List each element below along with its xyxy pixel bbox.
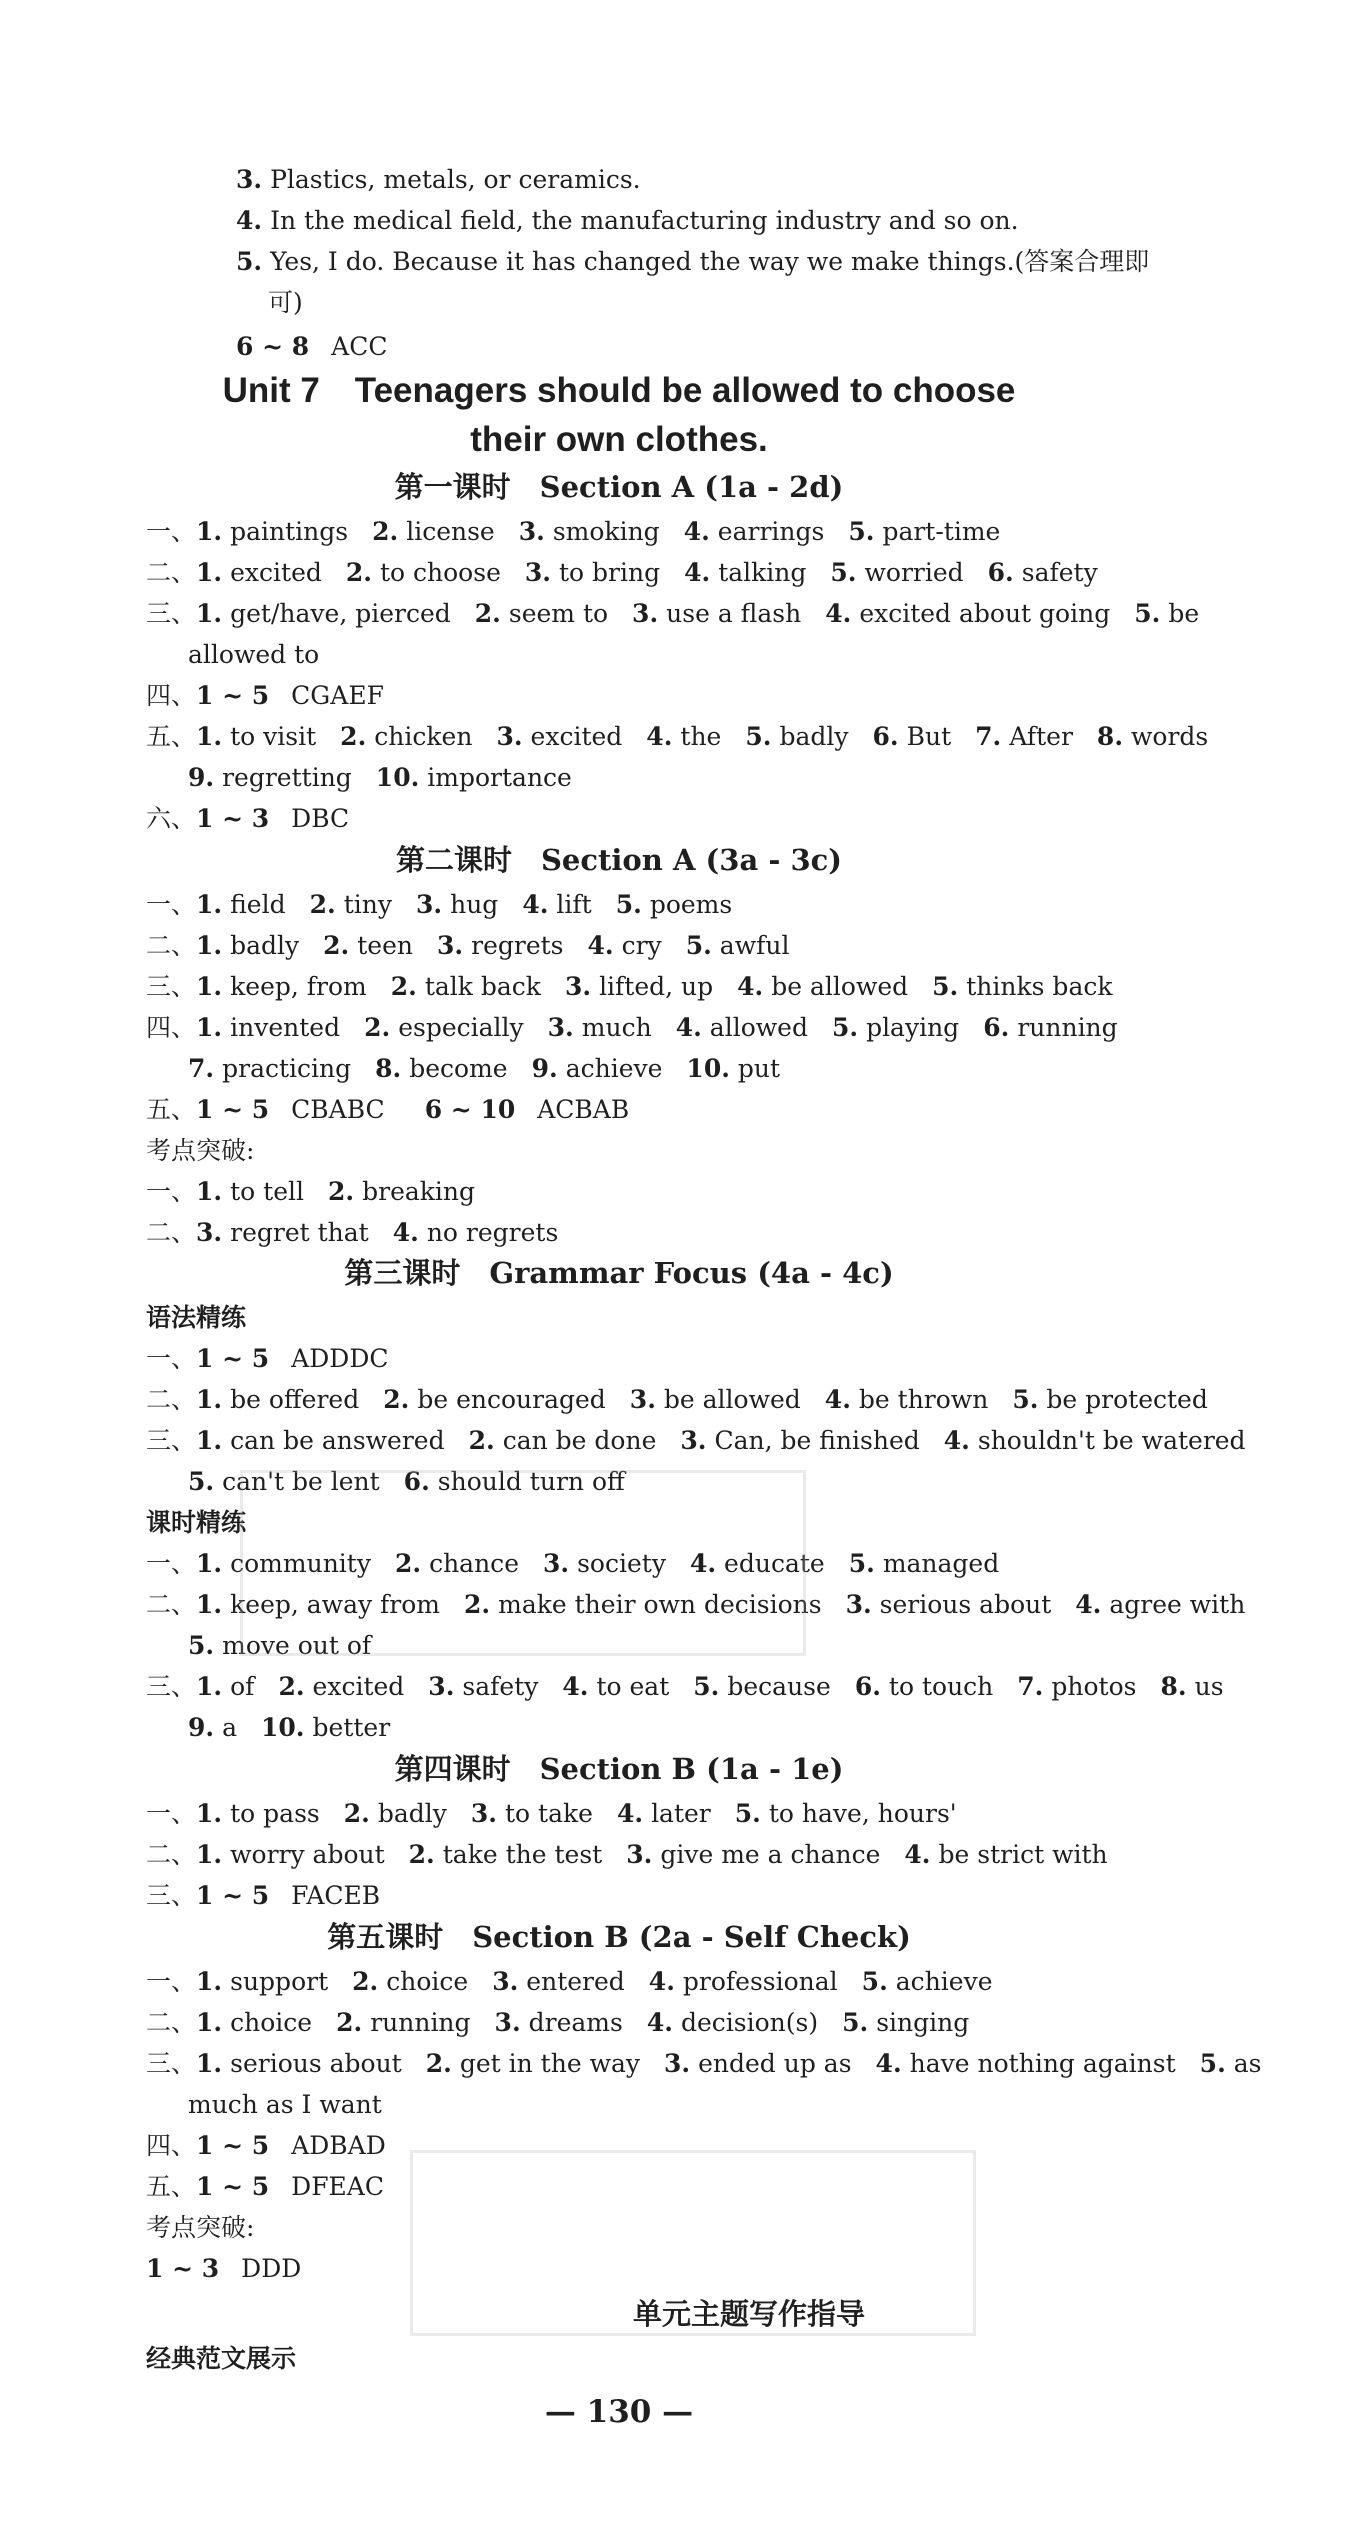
answer-row-continued: 5. move out of: [188, 1631, 372, 1660]
answer-line: 4. In the medical field, the manufacturing industry and so on.: [236, 206, 1019, 235]
answer-row: 一、1. to tell 2. breaking: [146, 1177, 476, 1206]
answer-line: 5. Yes, I do. Because it has changed the way we make things.(答案合理即: [236, 247, 1150, 276]
answer-row: 五、1. to visit 2. chicken 3. excited 4. the 5. badly 6. But 7. After 8. words: [146, 722, 1209, 751]
section-heading: 第二课时 Section A (3a - 3c): [395, 843, 843, 877]
key-points-label: 考点突破:: [146, 1136, 255, 1165]
answer-row: 四、1 ~ 5 ADBAD: [146, 2131, 386, 2160]
answer-row: 一、1 ~ 5 ADDDC: [146, 1344, 389, 1373]
answer-row: 二、1. keep, away from 2. make their own decisions 3. serious about 4. agree with: [146, 1590, 1246, 1619]
answer-row: 六、1 ~ 3 DBC: [146, 804, 350, 833]
section-heading: 第五课时 Section B (2a - Self Check): [327, 1920, 911, 1954]
unit-title: Unit 7 Teenagers should be allowed to choose: [222, 371, 1016, 410]
section-heading: 第一课时 Section A (1a - 2d): [394, 470, 844, 504]
answer-row: 二、1. be offered 2. be encouraged 3. be allowed 4. be thrown 5. be protected: [146, 1385, 1208, 1414]
writing-guide-heading: 单元主题写作指导: [632, 2297, 865, 2331]
answer-row: 二、1. worry about 2. take the test 3. give me a chance 4. be strict with: [146, 1840, 1108, 1869]
key-points-label: 考点突破:: [146, 2213, 255, 2242]
answer-row: 一、1. to pass 2. badly 3. to take 4. later 5. to have, hours': [146, 1799, 957, 1828]
section-heading: 第三课时 Grammar Focus (4a - 4c): [344, 1256, 894, 1290]
answer-row-continued: 7. practicing 8. become 9. achieve 10. put: [188, 1054, 781, 1083]
answer-row: 三、1. keep, from 2. talk back 3. lifted, up 4. be allowed 5. thinks back: [146, 972, 1113, 1001]
subsection-label: 语法精练: [146, 1303, 247, 1332]
answer-row: 三、1. can be answered 2. can be done 3. Can, be finished 4. shouldn't be watered: [146, 1426, 1246, 1455]
answer-row: 三、1. get/have, pierced 2. seem to 3. use a flash 4. excited about going 5. be: [146, 599, 1200, 628]
answer-row-continued: much as I want: [188, 2090, 382, 2119]
answer-row-continued: 5. can't be lent 6. should turn off: [188, 1467, 625, 1496]
answer-row: 四、1 ~ 5 CGAEF: [146, 681, 384, 710]
section-heading: 第四课时 Section B (1a - 1e): [394, 1752, 844, 1786]
answer-line: 3. Plastics, metals, or ceramics.: [236, 165, 641, 194]
answer-row-continued: 9. a 10. better: [188, 1713, 391, 1742]
answer-row: 四、1. invented 2. especially 3. much 4. allowed 5. playing 6. running: [146, 1013, 1118, 1042]
answer-row: 五、1 ~ 5 CBABC 6 ~ 10 ACBAB: [146, 1095, 630, 1124]
answer-row-continued: allowed to: [188, 640, 320, 669]
unit-subtitle: their own clothes.: [470, 420, 768, 459]
answer-row: 1 ~ 3 DDD: [146, 2254, 302, 2283]
answer-row: 一、1. community 2. chance 3. society 4. educate 5. managed: [146, 1549, 1000, 1578]
answer-row: 三、1 ~ 5 FACEB: [146, 1881, 381, 1910]
answer-line: 6 ~ 8 ACC: [236, 332, 388, 361]
answer-row: 一、1. paintings 2. license 3. smoking 4. earrings 5. part-time: [146, 517, 1001, 546]
answer-row: 一、1. field 2. tiny 3. hug 4. lift 5. poems: [146, 890, 733, 919]
answer-row: 二、1. excited 2. to choose 3. to bring 4. talking 5. worried 6. safety: [146, 558, 1098, 587]
answer-line-continued: 可): [268, 288, 303, 317]
answer-row: 二、3. regret that 4. no regrets: [146, 1218, 559, 1247]
answer-row: 一、1. support 2. choice 3. entered 4. professional 5. achieve: [146, 1967, 993, 1996]
subsection-label: 经典范文展示: [146, 2344, 297, 2373]
subsection-label: 课时精练: [146, 1508, 247, 1537]
answer-row: 二、1. choice 2. running 3. dreams 4. decision(s) 5. singing: [146, 2008, 970, 2037]
answer-row: 三、1. serious about 2. get in the way 3. ended up as 4. have nothing against 5. as: [146, 2049, 1262, 2078]
answer-row: 二、1. badly 2. teen 3. regrets 4. cry 5. awful: [146, 931, 790, 960]
page-number: — 130 —: [544, 2394, 694, 2430]
answer-row-continued: 9. regretting 10. importance: [188, 763, 572, 792]
answer-row: 三、1. of 2. excited 3. safety 4. to eat 5. because 6. to touch 7. photos 8. us: [146, 1672, 1224, 1701]
answer-row: 五、1 ~ 5 DFEAC: [146, 2172, 384, 2201]
